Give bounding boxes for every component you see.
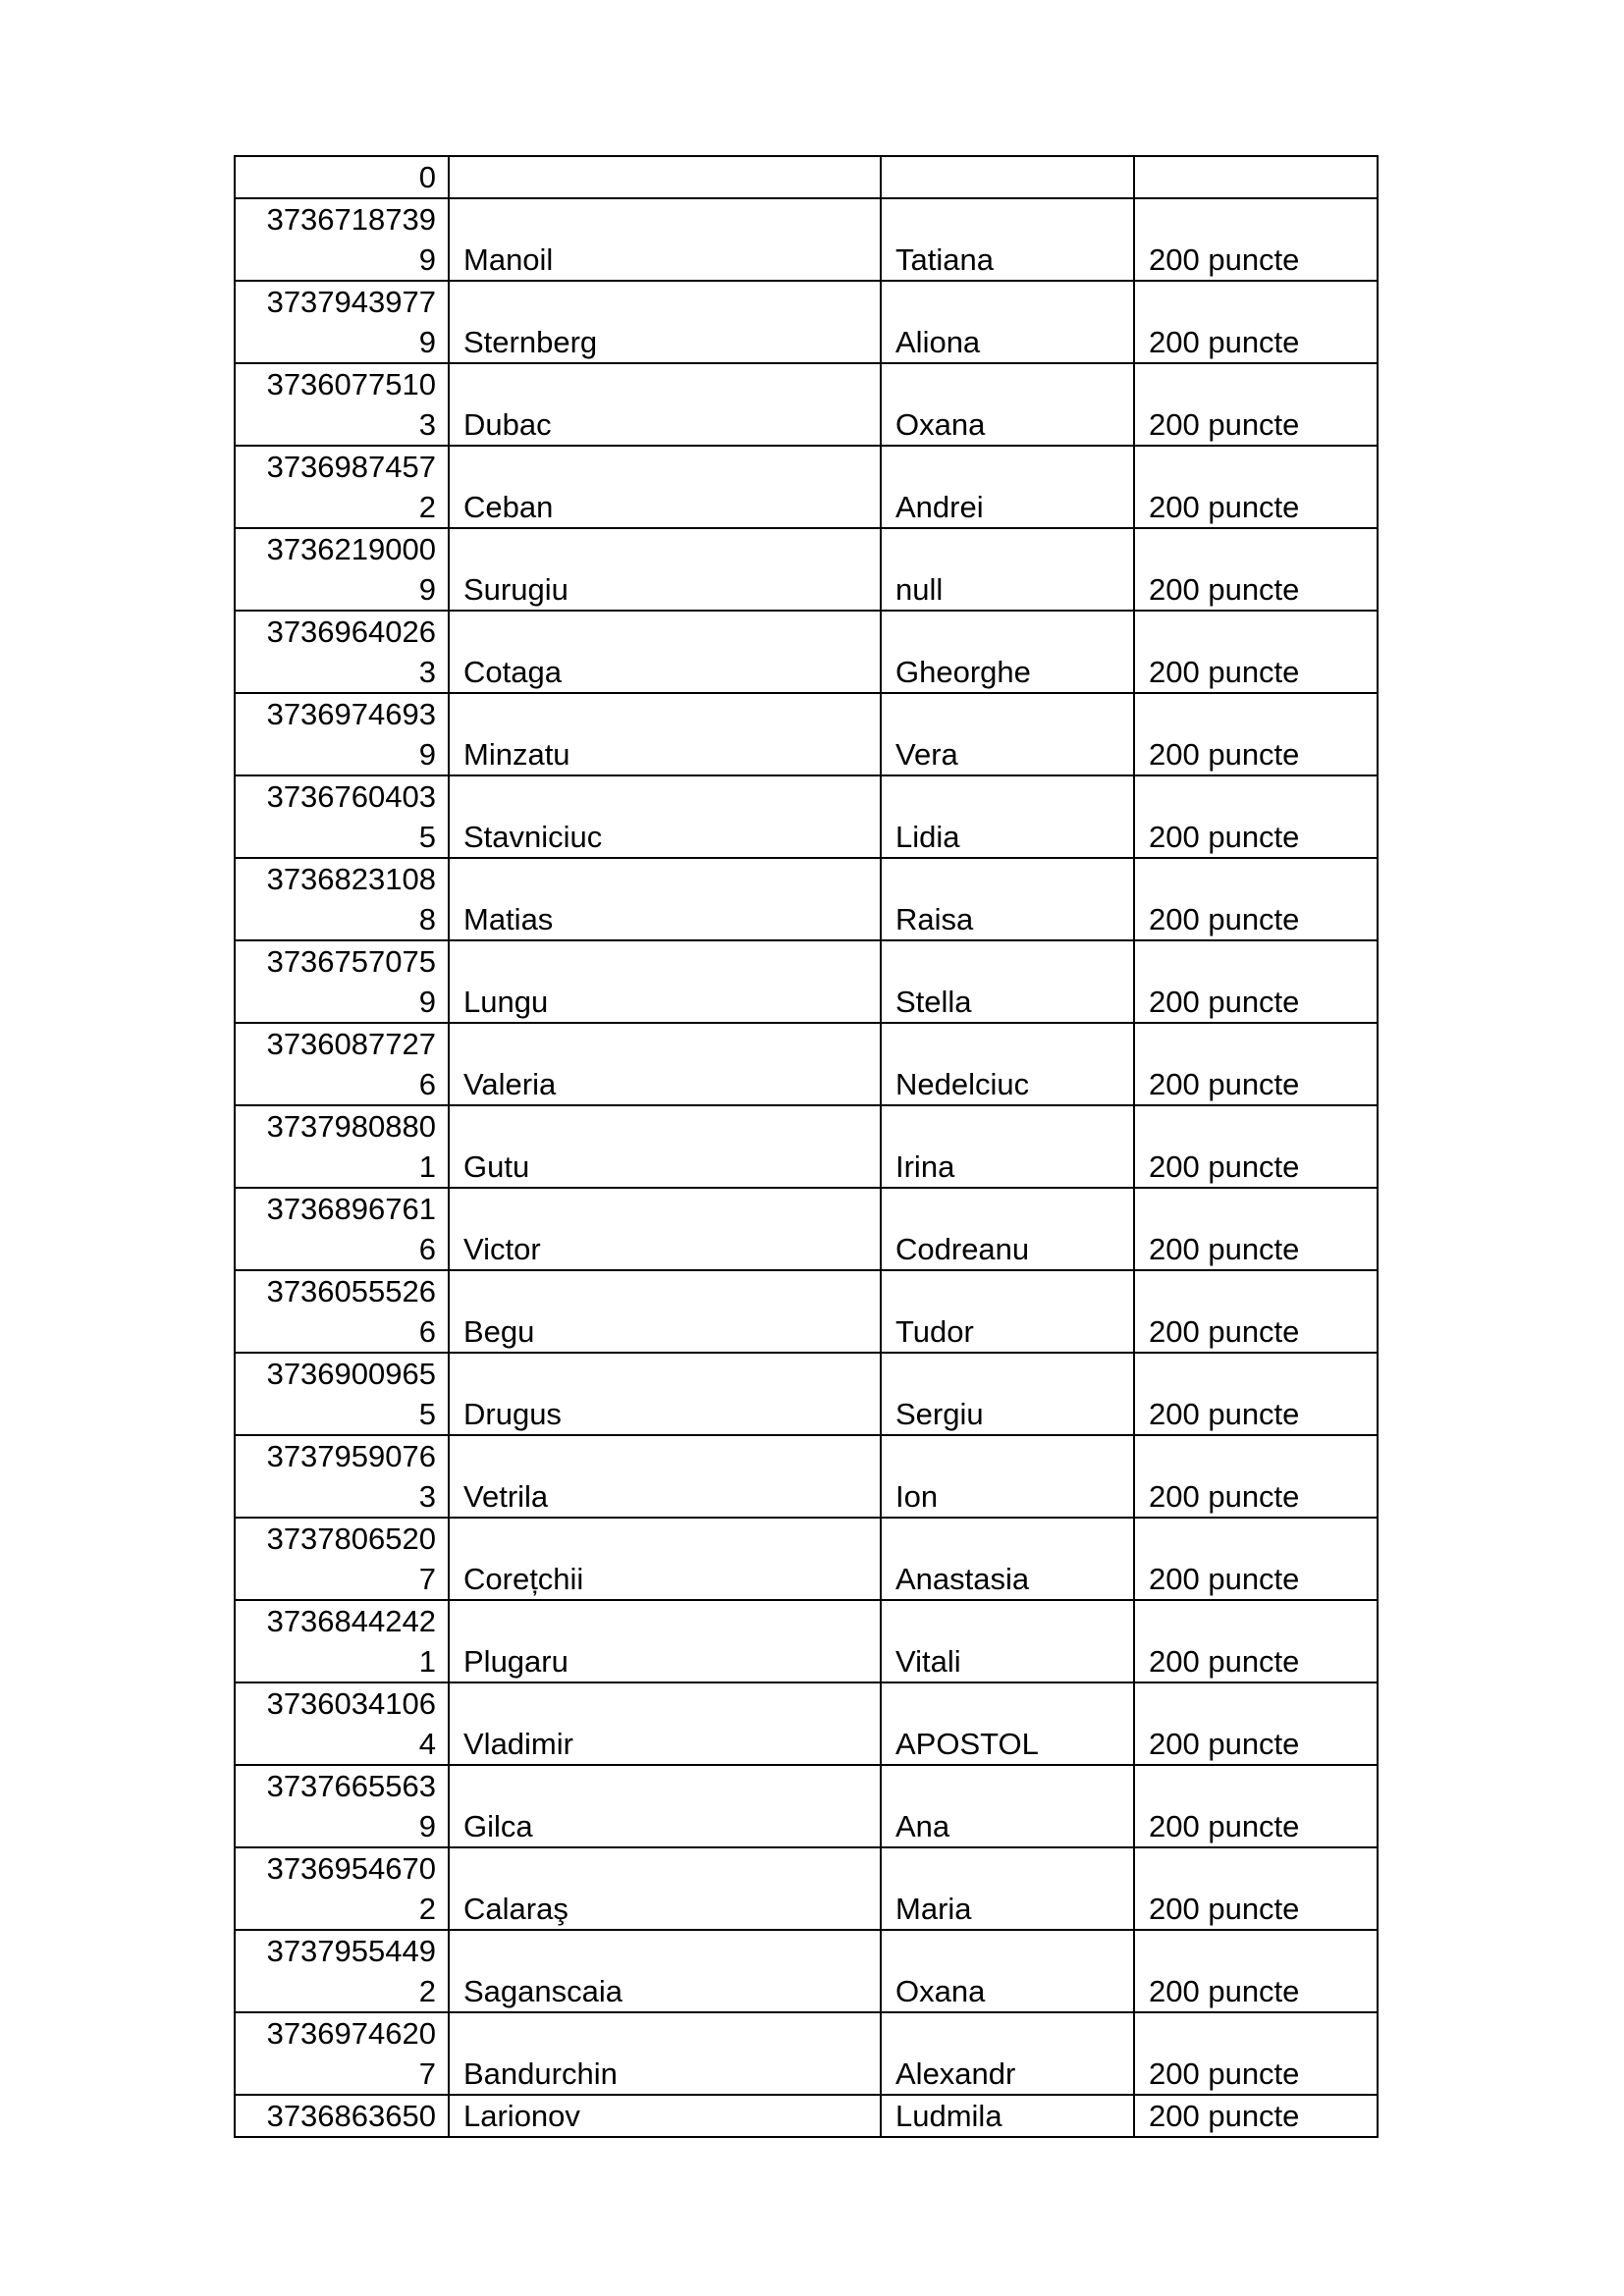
last-name-cell: Cotaga: [449, 611, 881, 693]
last-name-cell: Manoil: [449, 198, 881, 281]
points-cell: 200 puncte: [1134, 693, 1378, 775]
first-name-cell: [881, 156, 1134, 198]
phone-number-line: 3737665563: [266, 1769, 436, 1803]
first-name-cell: Tudor: [881, 1270, 1134, 1353]
table-row: [235, 281, 1378, 363]
phone-cell: [235, 2012, 449, 2095]
last-name-cell: Vladimir: [449, 1682, 881, 1765]
last-name-cell: Stavniciuc: [449, 775, 881, 858]
table-row: [235, 1188, 1378, 1270]
first-name-cell: Lidia: [881, 775, 1134, 858]
phone-cell: [235, 1435, 449, 1518]
last-name-cell: Sternberg: [449, 281, 881, 363]
table-row: [235, 1765, 1378, 1847]
table-row: [235, 693, 1378, 775]
phone-number-line: 2: [418, 1974, 436, 2008]
phone-number-line: 1: [418, 1149, 436, 1184]
table-row: [235, 1682, 1378, 1765]
points-cell: 200 puncte: [1134, 611, 1378, 693]
table-row: [235, 1023, 1378, 1105]
table-row: [235, 1353, 1378, 1435]
phone-number-line: 3: [418, 407, 436, 442]
points-cell: 200 puncte: [1134, 2012, 1378, 2095]
phone-number-line: 2: [418, 1892, 436, 1926]
phone-number-line: 1: [418, 1644, 436, 1679]
phone-cell: [235, 1270, 449, 1353]
phone-number-line: 0: [418, 160, 436, 194]
phone-cell: [235, 1765, 449, 1847]
last-name-cell: Larionov: [449, 2095, 881, 2137]
phone-number-line: 3: [418, 655, 436, 689]
first-name-cell: Ana: [881, 1765, 1134, 1847]
first-name-cell: Oxana: [881, 1930, 1134, 2012]
points-cell: 200 puncte: [1134, 775, 1378, 858]
phone-number-line: 9: [418, 572, 436, 607]
first-name-cell: Tatiana: [881, 198, 1134, 281]
phone-number-line: 7: [418, 1562, 436, 1596]
last-name-cell: Gilca: [449, 1765, 881, 1847]
phone-number-line: 3736974693: [266, 697, 436, 731]
last-name-cell: Gutu: [449, 1105, 881, 1188]
points-cell: 200 puncte: [1134, 1518, 1378, 1600]
last-name-cell: Surugiu: [449, 528, 881, 611]
last-name-cell: Minzatu: [449, 693, 881, 775]
last-name-cell: [449, 156, 881, 198]
phone-number-line: 9: [418, 242, 436, 277]
results-table: [234, 155, 1379, 2138]
phone-cell: [235, 1353, 449, 1435]
phone-number-line: 3736896761: [266, 1192, 436, 1226]
last-name-cell: Matias: [449, 858, 881, 940]
table-row: [235, 2012, 1378, 2095]
first-name-cell: Nedelciuc: [881, 1023, 1134, 1105]
points-cell: 200 puncte: [1134, 1105, 1378, 1188]
first-name-cell: Maria: [881, 1847, 1134, 1930]
table-row: [235, 1600, 1378, 1682]
last-name-cell: Vetrila: [449, 1435, 881, 1518]
first-name-cell: Anastasia: [881, 1518, 1134, 1600]
points-cell: 200 puncte: [1134, 2095, 1378, 2137]
last-name-cell: Ceban: [449, 446, 881, 528]
phone-number-line: 3737806520: [266, 1522, 436, 1556]
table-row: [235, 1270, 1378, 1353]
points-cell: 200 puncte: [1134, 1930, 1378, 2012]
first-name-cell: Alexandr: [881, 2012, 1134, 2095]
last-name-cell: Victor: [449, 1188, 881, 1270]
phone-number-line: 3736034106: [266, 1686, 436, 1721]
phone-number-line: 3736863650: [266, 2099, 436, 2133]
last-name-cell: Dubac: [449, 363, 881, 446]
first-name-cell: Oxana: [881, 363, 1134, 446]
last-name-cell: Begu: [449, 1270, 881, 1353]
phone-cell: [235, 693, 449, 775]
first-name-cell: Stella: [881, 940, 1134, 1023]
phone-cell: [235, 2095, 449, 2137]
points-cell: 200 puncte: [1134, 528, 1378, 611]
phone-number-line: 2: [418, 490, 436, 524]
phone-cell: [235, 1682, 449, 1765]
phone-number-line: 9: [418, 1809, 436, 1843]
first-name-cell: Ion: [881, 1435, 1134, 1518]
phone-cell: [235, 363, 449, 446]
table-row: [235, 198, 1378, 281]
points-cell: 200 puncte: [1134, 198, 1378, 281]
phone-number-line: 5: [418, 820, 436, 854]
phone-number-line: 9: [418, 737, 436, 772]
phone-number-line: 3: [418, 1479, 436, 1514]
first-name-cell: Vitali: [881, 1600, 1134, 1682]
first-name-cell: Raisa: [881, 858, 1134, 940]
phone-number-line: 3736087727: [266, 1027, 436, 1061]
phone-cell: [235, 528, 449, 611]
phone-cell: [235, 775, 449, 858]
phone-number-line: 5: [418, 1397, 436, 1431]
table-row: [235, 1930, 1378, 2012]
phone-number-line: 9: [418, 985, 436, 1019]
table-row: [235, 611, 1378, 693]
first-name-cell: Aliona: [881, 281, 1134, 363]
first-name-cell: null: [881, 528, 1134, 611]
table-row: [235, 2095, 1378, 2137]
phone-number-line: 3736844242: [266, 1604, 436, 1638]
phone-cell: [235, 1600, 449, 1682]
last-name-cell: Calaraş: [449, 1847, 881, 1930]
phone-number-line: 3736757075: [266, 944, 436, 979]
phone-number-line: 3737955449: [266, 1934, 436, 1968]
table-row: [235, 1435, 1378, 1518]
table-row: [235, 156, 1378, 198]
points-cell: 200 puncte: [1134, 1682, 1378, 1765]
phone-number-line: 3736718739: [266, 202, 436, 237]
points-cell: [1134, 156, 1378, 198]
table-row: [235, 528, 1378, 611]
phone-number-line: 6: [418, 1067, 436, 1101]
phone-number-line: 3736964026: [266, 614, 436, 649]
first-name-cell: Irina: [881, 1105, 1134, 1188]
points-cell: 200 puncte: [1134, 1270, 1378, 1353]
points-cell: 200 puncte: [1134, 1847, 1378, 1930]
points-cell: 200 puncte: [1134, 1600, 1378, 1682]
phone-number-line: 3737943977: [266, 285, 436, 319]
points-cell: 200 puncte: [1134, 1765, 1378, 1847]
phone-cell: [235, 1518, 449, 1600]
phone-cell: [235, 1105, 449, 1188]
first-name-cell: Ludmila: [881, 2095, 1134, 2137]
table-row: [235, 1847, 1378, 1930]
points-cell: 200 puncte: [1134, 1435, 1378, 1518]
phone-cell: [235, 1023, 449, 1105]
phone-cell: [235, 1847, 449, 1930]
first-name-cell: Vera: [881, 693, 1134, 775]
phone-cell: [235, 1188, 449, 1270]
phone-number-line: 3736760403: [266, 779, 436, 814]
last-name-cell: Drugus: [449, 1353, 881, 1435]
last-name-cell: Corețchii: [449, 1518, 881, 1600]
table-row: [235, 446, 1378, 528]
phone-number-line: 3737959076: [266, 1439, 436, 1473]
phone-cell: [235, 198, 449, 281]
table-row: [235, 775, 1378, 858]
points-cell: 200 puncte: [1134, 858, 1378, 940]
phone-number-line: 6: [418, 1314, 436, 1349]
phone-cell: [235, 281, 449, 363]
first-name-cell: Sergiu: [881, 1353, 1134, 1435]
first-name-cell: Gheorghe: [881, 611, 1134, 693]
last-name-cell: Plugaru: [449, 1600, 881, 1682]
phone-number-line: 3737980880: [266, 1109, 436, 1144]
phone-cell: [235, 156, 449, 198]
table-row: [235, 1105, 1378, 1188]
last-name-cell: Saganscaia: [449, 1930, 881, 2012]
phone-cell: [235, 446, 449, 528]
points-cell: 200 puncte: [1134, 940, 1378, 1023]
table-row: [235, 940, 1378, 1023]
phone-number-line: 9: [418, 325, 436, 359]
first-name-cell: Andrei: [881, 446, 1134, 528]
phone-cell: [235, 858, 449, 940]
table-row: [235, 1518, 1378, 1600]
points-cell: 200 puncte: [1134, 1023, 1378, 1105]
phone-number-line: 3736954670: [266, 1851, 436, 1886]
phone-number-line: 3736900965: [266, 1357, 436, 1391]
phone-cell: [235, 940, 449, 1023]
last-name-cell: Lungu: [449, 940, 881, 1023]
phone-number-line: 3736987457: [266, 450, 436, 484]
points-cell: 200 puncte: [1134, 281, 1378, 363]
phone-number-line: 3736823108: [266, 862, 436, 896]
phone-number-line: 7: [418, 2056, 436, 2091]
phone-number-line: 3736077510: [266, 367, 436, 401]
last-name-cell: Bandurchin: [449, 2012, 881, 2095]
first-name-cell: Codreanu: [881, 1188, 1134, 1270]
points-cell: 200 puncte: [1134, 1353, 1378, 1435]
phone-number-line: 6: [418, 1232, 436, 1266]
phone-cell: [235, 611, 449, 693]
table-row: [235, 363, 1378, 446]
table-body: [235, 156, 1378, 2137]
points-cell: 200 puncte: [1134, 446, 1378, 528]
points-cell: 200 puncte: [1134, 363, 1378, 446]
phone-number-line: 4: [418, 1727, 436, 1761]
phone-cell: [235, 1930, 449, 2012]
first-name-cell: APOSTOL: [881, 1682, 1134, 1765]
table-row: [235, 858, 1378, 940]
points-cell: 200 puncte: [1134, 1188, 1378, 1270]
phone-number-line: 3736219000: [266, 532, 436, 566]
phone-number-line: 8: [418, 902, 436, 936]
phone-number-line: 3736055526: [266, 1274, 436, 1308]
last-name-cell: Valeria: [449, 1023, 881, 1105]
phone-number-line: 3736974620: [266, 2016, 436, 2051]
